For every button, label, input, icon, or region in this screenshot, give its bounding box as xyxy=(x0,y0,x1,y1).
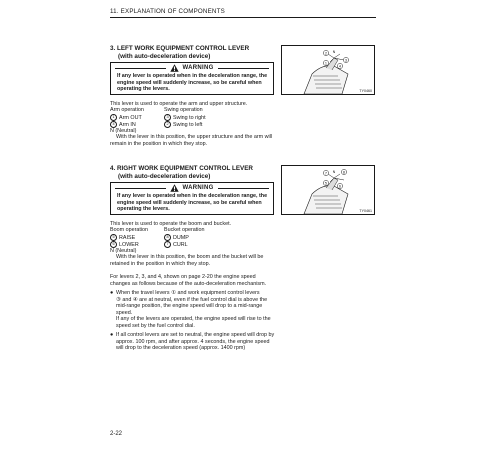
bullet-item-1 xyxy=(110,290,278,332)
section-4-neutral-desc-2: retained in the position in which they stop. xyxy=(110,261,211,267)
warning-triangle-icon xyxy=(170,184,179,192)
fig3-label-c: 1 xyxy=(325,61,327,66)
fig3-code: TY0460 xyxy=(359,89,372,93)
section-3-neutral-desc-2: remain in the position in which they stop. xyxy=(110,141,208,147)
warning-header xyxy=(111,184,273,192)
header-title: 11. EXPLANATION OF COMPONENTS xyxy=(110,8,225,15)
fig3-label-a: 2 xyxy=(325,51,327,56)
section-3-column-headers: Arm operation Swing operation xyxy=(110,107,203,113)
warning-header xyxy=(111,64,273,72)
bullet-item-2 xyxy=(110,332,278,354)
fig3-label-n: N xyxy=(332,50,336,54)
section-3-intro: This lever is used to operate the arm and upper structure. xyxy=(110,101,248,107)
section-4-neutral: N (Neutral) xyxy=(110,248,137,254)
section-4-neutral-desc: With the lever in this position, the boom and the bucket will be xyxy=(116,254,264,260)
left-lever-illustration xyxy=(282,46,374,94)
warning-label: WARNING xyxy=(182,185,214,191)
section-3-subtitle: (with auto-deceleration device) xyxy=(118,52,211,60)
fig4-code: TY0461 xyxy=(359,209,372,213)
warning-text: If any lever is operated when in the deceleration range, the engine speed will suddenly increase, so be careful when operating the levers. xyxy=(117,73,268,93)
right-lever-figure xyxy=(281,165,375,215)
section-4-title-text: 4. RIGHT WORK EQUIPMENT CONTROL LEVER xyxy=(110,165,253,172)
section-3-row-2: 4 Arm IN 2 Swing to left xyxy=(110,121,202,129)
auto-decel-intro: For levers 2, 3, and 4, shown on page 2-20 the engine speed changes as follows because of the auto-deceleration mechanism. xyxy=(110,274,267,287)
bullet-dot: ● xyxy=(110,290,114,296)
page-number: 2-22 xyxy=(110,431,123,437)
section-3-warning-box xyxy=(110,62,274,95)
fig4-label-n: N xyxy=(332,170,336,174)
section-4-row-1: 5 RAISE 8 DUMP xyxy=(110,234,189,242)
fig4-label-b: 8 xyxy=(343,170,345,175)
section-3-neutral: N (Neutral) xyxy=(110,128,137,134)
fig4-label-c: 5 xyxy=(325,181,327,186)
page-header xyxy=(110,8,376,18)
section-4-subtitle: (with auto-deceleration device) xyxy=(118,172,211,180)
right-lever-illustration xyxy=(282,166,374,214)
section-4-column-headers: Boom operation Bucket operation xyxy=(110,227,205,233)
section-4-intro: This lever is used to operate the boom and bucket. xyxy=(110,221,232,227)
fig3-label-d: 4 xyxy=(339,64,341,69)
warning-text: If any lever is operated when in the deceleration range, the engine speed will suddenly increase, so be careful when operating the levers. xyxy=(117,193,268,213)
warning-triangle-icon xyxy=(170,64,179,72)
section-4-title xyxy=(110,165,253,180)
section-4-warning-box xyxy=(110,182,274,215)
bullet-dot: ● xyxy=(110,332,114,338)
warning-label: WARNING xyxy=(182,65,214,71)
bullet-1-text: When the travel levers ① and work equipment control levers ③ and ④ are at neutral, even if the fuel control dial is above the mid-range position, the engine speed will drop to a mid-range speed. If any of the levers are operated, the engine speed will rise to the speed set by the fuel control dial. xyxy=(116,290,271,329)
fig4-label-a: 7 xyxy=(325,171,327,176)
left-lever-figure xyxy=(281,45,375,95)
fig4-label-d: 6 xyxy=(339,184,341,189)
fig3-label-b: 3 xyxy=(345,58,347,63)
section-3-row-1: 1 Arm OUT 3 Swing to right xyxy=(110,114,206,122)
bullet-2-text: If all control levers are set to neutral, the engine speed will drop by approx. 100 rpm, and after approx. 4 seconds, the engine speed will drop to the deceleration speed (approx. 1400 rpm) xyxy=(116,332,275,352)
section-3-title-text: 3. LEFT WORK EQUIPMENT CONTROL LEVER xyxy=(110,45,250,52)
section-3-title xyxy=(110,45,249,60)
section-4-row-2: 6 LOWER 7 CURL xyxy=(110,241,188,249)
section-3-neutral-desc: With the lever in this position, the upper structure and the arm will xyxy=(116,134,273,140)
